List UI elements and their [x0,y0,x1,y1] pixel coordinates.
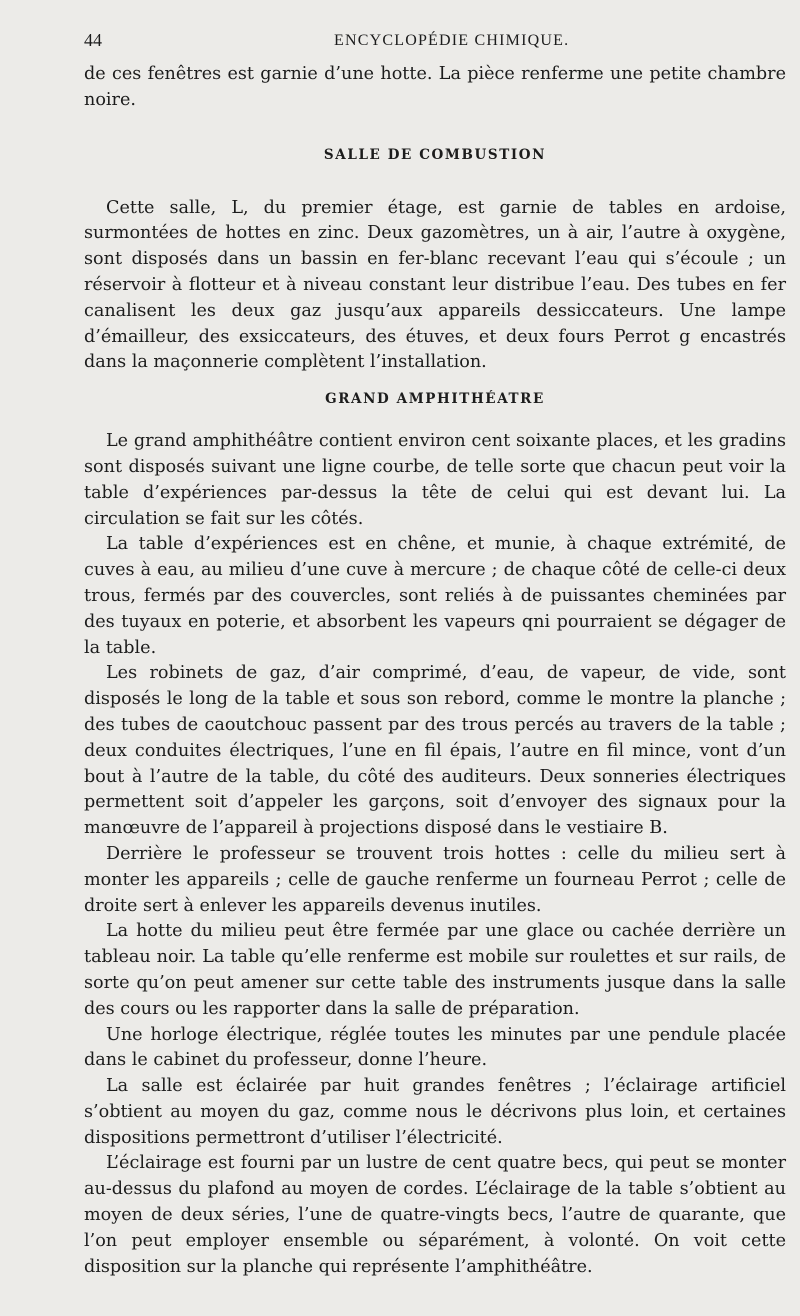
combustion-paragraph: Cette salle, L, du premier étage, est garnie de tables en ardoise, surmontées de hottes en zinc. Deux gazomètres, un à air, l’autre à oxygène, sont disposés dans un bassin en fer-blanc recevant l’eau qui s’écoule ; un réservoir à flotteur et à niveau constant leur distribue l’eau. Des tubes en fer canalisent les deux gaz jusqu’aux appareils dessiccateurs. Une lampe d’émailleur, des exsiccateurs, des étuves, et deux fours Perrot g encastrés dans la maçonnerie complètent l’installation. [84,197,786,373]
amphitheatre-paragraph-5: La hotte du milieu peut être fermée par une glace ou cachée derrière un tableau noir. La table qu’elle renferme est mobile sur roulettes et sur rails, de sorte qu’on peut amener sur cette table des instruments jusque dans la salle des cours ou les rapporter dans la salle de préparation. [84,921,786,1019]
page-number: 44 [84,30,102,50]
amphitheatre-paragraph-8: L’éclairage est fourni par un lustre de cent quatre becs, qui peut se monter au-dessus du plafond au moyen de cordes. L’éclairage de la table s’obtient au moyen de deux séries, l’une de quatre-vingts becs, l’autre de quarante, que l’on peut employer ensemble ou séparément, à volonté. On voit cette disposition sur la planche qui représente l’amphithéâtre. [84,1153,786,1277]
amphitheatre-paragraph-6: Une horloge électrique, réglée toutes les minutes par une pendule placée dans le cabinet du professeur, donne l’heure. [84,1024,786,1071]
page-header [84,28,786,62]
amphitheatre-paragraph-4: Derrière le professeur se trouvent trois hottes : celle du milieu sert à monter les appareils ; celle de gauche renferme un fourneau Perrot ; celle de droite sert à enlever les appareils devenus inutiles. [84,843,786,916]
section-title-salle-de-combustion: SALLE DE COMBUSTION [323,146,547,163]
amphitheatre-paragraph-7: La salle est éclairée par huit grandes fenêtres ; l’éclairage artificiel s’obtient au moyen du gaz, comme nous le décrivons plus loin, et certaines dispositions permettront d’utiliser l’électricité. [84,1076,786,1148]
amphitheatre-paragraph-1: Le grand amphithéâtre contient environ cent soixante places, et les gradins sont disposés suivant une ligne courbe, de telle sorte que chacun peut voir la table d’expériences par-dessus la tête de celui qui est devant lui. La circulation se fait sur les côtés. [84,431,786,529]
running-head: ENCYCLOPÉDIE CHIMIQUE. [334,32,570,49]
section-title-grand-amphitheatre: GRAND AMPHITHÉATRE [325,391,545,408]
intro-continuation-paragraph: de ces fenêtres est garnie d’une hotte. La pièce renferme une petite chambre noire. [84,64,786,110]
amphitheatre-paragraph-3: Les robinets de gaz, d’air comprimé, d’eau, de vapeur, de vide, sont disposés le long de la table et sous son rebord, comme le montre la planche ; des tubes de caoutchouc passent par des trous percés au travers de la table ; deux conduites électriques, l’une en fil épais, l’autre en fil mince, vont d’un bout à l’autre de la table, du côté des auditeurs. Deux sonneries électriques permettent soit d’appeler les garçons, soit d’envoyer des signaux pour la manœuvre de l’appareil à projections disposé dans le vestiaire B. [84,663,786,839]
amphitheatre-paragraph-2: La table d’expériences est en chêne, et munie, à chaque extrémité, de cuves à eau, au milieu d’une cuve à mercure ; de chaque côté de celle-ci deux trous, fermés par des couvercles, sont reliés à de puissantes cheminées par des tuyaux en poterie, et absorbent les vapeurs qni pourraient se dégager de la table. [84,534,786,658]
